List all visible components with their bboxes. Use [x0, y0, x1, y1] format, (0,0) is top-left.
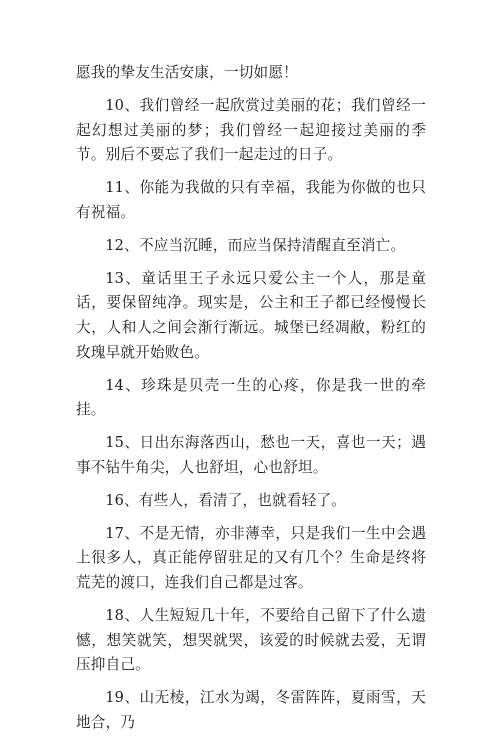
paragraph-17: 17、不是无情，亦非薄幸，只是我们一生中会遇上很多人，真正能停留驻足的又有几个？生命是终将荒芜的渡口，连我们自己都是过客。	[76, 524, 426, 592]
paragraph-16: 16、有些人，看清了，也就看轻了。	[105, 491, 347, 509]
paragraph-14: 14、珍珠是贝壳一生的心疼，你是我一世的牵挂。	[76, 376, 426, 419]
paragraph-19: 19、山无棱，江水为竭，冬雷阵阵，夏雨雪，天地合，乃	[76, 689, 426, 732]
paragraph-10: 10、我们曾经一起欣赏过美丽的花；我们曾经一起幻想过美丽的梦；我们曾经一起迎接过美丽的季节。别后不要忘了我们一起走过的日子。	[76, 96, 426, 164]
paragraph-13: 13、童话里王子永远只爱公主一个人，那是童话，要保留纯净。现实是，公主和王子都已经慢慢长大，人和人之间会渐行渐远。城堡已经凋敝，粉红的玫瑰早就开始败色。	[76, 269, 426, 361]
paragraph-12: 12、不应当沉睡，而应当保持清醒直至消亡。	[105, 236, 406, 254]
paragraph-15: 15、日出东海落西山，愁也一天，喜也一天；遇事不钻牛角尖，人也舒坦，心也舒坦。	[76, 434, 426, 476]
paragraph-11: 11、你能为我做的只有幸福，我能为你做的也只有祝福。	[76, 179, 426, 221]
document-body	[76, 61, 426, 744]
paragraph-continued: 愿我的挚友生活安康，一切如愿！	[76, 64, 298, 81]
paragraph-18: 18、人生短短几十年，不要给自己留下了什么遗憾，想笑就笑，想哭就哭，该爱的时候就去爱，无谓压抑自己。	[76, 607, 426, 674]
